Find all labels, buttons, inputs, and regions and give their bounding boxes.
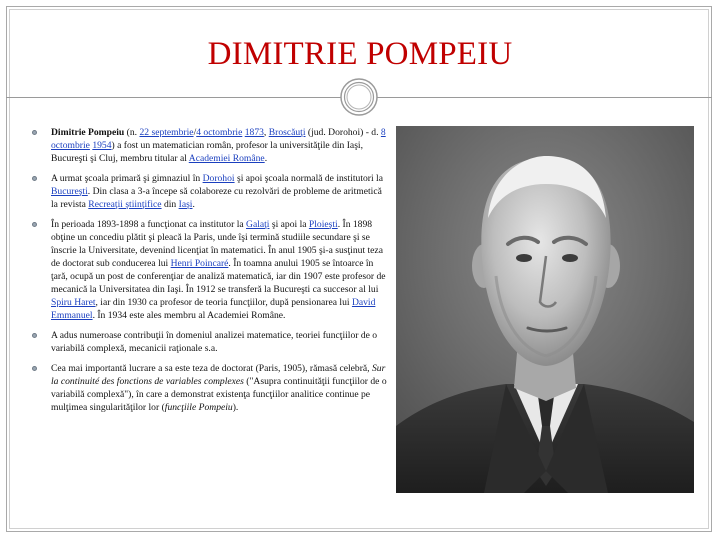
bullet-text — [51, 127, 386, 164]
wiki-link[interactable]: Spiru Haret — [51, 297, 96, 308]
wiki-link[interactable]: Henri Poincaré — [170, 258, 229, 269]
text-run: . În toamna anului 1905 se întoarce în ţară, ocupă un post de conferenţiar de analiză matematică, iar din 1907 este profesor de mecanică la Universitatea din Iaşi. În 1912 se transferă la Bucureşti ca succesor al lui — [51, 258, 386, 295]
text-run: . În 1898 obţine un concediu plătit şi pleacă la Paris, unde îşi termină studiile secundare şi se înscrie la Universitate, devenind licenţiat în matematici. În anul 1905 şi-a susţinut teza de doctorat sub conducerea lui — [51, 219, 383, 269]
wiki-link[interactable]: 8 octombrie — [51, 127, 386, 151]
wiki-link[interactable]: Ploieşti — [308, 219, 338, 230]
text-run: . Din clasa a 3-a începe să colaboreze cu rezolvări de probleme de aritmetică la revista — [51, 186, 382, 210]
bullet-text — [51, 173, 383, 210]
text-run: . — [264, 153, 268, 164]
wiki-link[interactable]: Academiei Române — [188, 153, 265, 164]
italic-text: funcţiile Pompeiu — [164, 402, 233, 413]
wiki-link[interactable]: 1873 — [244, 127, 264, 138]
circle-bullet-icon — [32, 333, 37, 338]
text-run: A adus numeroase contribuţii în domeniul analizei matematice, teoriei funcţiilor de o variabilă complexă, mecanicii raţionale s.a. — [51, 330, 378, 354]
text-run: . — [192, 199, 195, 210]
wiki-link[interactable]: Galaţi — [246, 219, 270, 230]
wiki-link[interactable]: Iaşi — [178, 199, 193, 210]
circle-bullet-icon — [32, 366, 37, 371]
text-run: şi apoi şcoala normală de institutori la — [234, 173, 383, 184]
wiki-link[interactable]: Broscăuţi — [268, 127, 306, 138]
bullet-text — [51, 330, 377, 354]
wiki-link[interactable]: 1954 — [92, 140, 112, 151]
wiki-link[interactable]: Recreaţii ştiinţifice — [88, 199, 162, 210]
bullet-item — [32, 172, 388, 211]
portrait-photo — [396, 126, 694, 493]
text-run: , — [263, 127, 269, 138]
circle-bullet-icon — [32, 176, 37, 181]
text-run: (jud. Dorohoi) - d. — [305, 127, 381, 138]
wiki-link[interactable]: 22 septembrie — [139, 127, 194, 138]
wiki-link[interactable]: David Emmanuel — [51, 297, 376, 321]
slide-title: DIMITRIE POMPEIU — [207, 36, 513, 72]
text-run: ("Asupra continuităţii funcţiilor de o variabilă complexă"), în care a demonstrat existenţa funcţiilor analitice continue pe mulţimea singularităţilor lor ( — [51, 376, 387, 413]
text-run: Cea mai importantă lucrare a sa este teza de doctorat (Paris, 1905), rămasă celebră, — [51, 363, 372, 374]
circle-bullet-icon — [32, 222, 37, 227]
wiki-link[interactable]: Dorohoi — [202, 173, 235, 184]
bullet-item — [32, 362, 388, 414]
bullet-item — [32, 218, 388, 322]
text-run: şi apoi la — [269, 219, 309, 230]
bullet-list — [32, 126, 388, 421]
text-run: . În 1934 este ales membru al Academiei Române. — [92, 310, 286, 321]
bullet-item — [32, 329, 388, 355]
text-run: din — [161, 199, 179, 210]
italic-text: Sur la continuité des fonctions de variables complexes — [51, 363, 386, 387]
wiki-link[interactable]: 4 octombrie — [196, 127, 243, 138]
circle-bullet-icon — [32, 130, 37, 135]
ring-icon — [339, 77, 379, 117]
bold-text: Dimitrie Pompeiu — [51, 127, 125, 138]
text-run: ). — [232, 402, 239, 413]
bullet-text — [51, 219, 386, 321]
wiki-link[interactable]: Bucureşti — [51, 186, 88, 197]
text-run: În perioada 1893-1898 a funcţionat ca institutor la — [51, 219, 247, 230]
bullet-item — [32, 126, 388, 165]
text-run: (n. — [124, 127, 140, 138]
text-run: / — [193, 127, 197, 138]
text-run: ) a fost un matematician român, profesor la universităţile din Iaşi, Bucureşti şi Cluj, membru titular al — [51, 140, 363, 164]
text-run: , iar din 1930 ca profesor de teoria funcţiilor, după pensionarea lui — [95, 297, 352, 308]
bullet-text — [51, 363, 387, 413]
text-run: A urmat şcoala primară şi gimnaziul în — [51, 173, 203, 184]
